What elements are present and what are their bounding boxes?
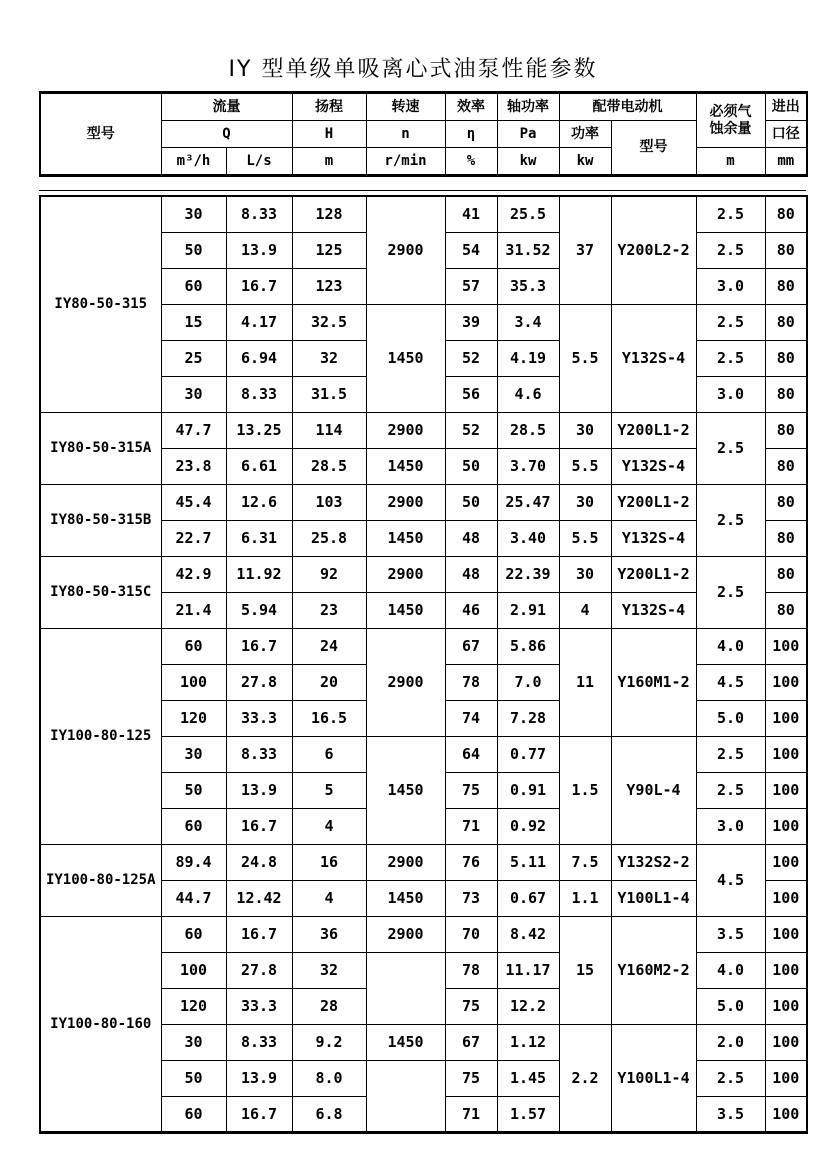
col-header-motor-model: 型号 (611, 121, 696, 176)
cell-flow-ls: 27.8 (226, 664, 292, 700)
section-IY80-50-315B (40, 484, 807, 556)
cell-speed: 2900 (366, 484, 445, 520)
table-row (40, 412, 807, 448)
cell-pump-model: IY80-50-315B (40, 484, 161, 556)
unit-efficiency: % (445, 148, 497, 176)
cell-npsh: 2.5 (696, 232, 765, 268)
cell-flow-m3h: 25 (161, 340, 226, 376)
cell-pump-model: IY100-80-160 (40, 916, 161, 1132)
cell-speed: 2900 (366, 196, 445, 304)
cell-npsh: 2.5 (696, 772, 765, 808)
unit-motor-power: kw (559, 148, 611, 176)
cell-flow-ls: 8.33 (226, 736, 292, 772)
cell-shaft-power: 1.12 (497, 1024, 559, 1060)
cell-shaft-power: 5.11 (497, 844, 559, 880)
cell-motor-model: Y132S-4 (611, 448, 696, 484)
cell-shaft-power: 3.4 (497, 304, 559, 340)
cell-efficiency: 67 (445, 1024, 497, 1060)
cell-flow-ls: 8.33 (226, 1024, 292, 1060)
cell-port-diameter: 80 (765, 340, 807, 376)
table-row (40, 196, 807, 232)
cell-flow-ls: 6.61 (226, 448, 292, 484)
cell-npsh: 5.0 (696, 700, 765, 736)
cell-npsh: 2.5 (696, 412, 765, 484)
cell-shaft-power: 0.67 (497, 880, 559, 916)
table-row (40, 844, 807, 880)
cell-flow-m3h: 30 (161, 736, 226, 772)
cell-efficiency: 57 (445, 268, 497, 304)
cell-efficiency: 56 (445, 376, 497, 412)
cell-port-diameter: 80 (765, 232, 807, 268)
cell-shaft-power: 25.47 (497, 484, 559, 520)
cell-npsh: 4.5 (696, 844, 765, 916)
cell-efficiency: 75 (445, 1060, 497, 1096)
cell-head: 8.0 (292, 1060, 366, 1096)
cell-shaft-power: 3.40 (497, 520, 559, 556)
cell-head: 31.5 (292, 376, 366, 412)
cell-speed: 1450 (366, 520, 445, 556)
cell-flow-ls: 6.31 (226, 520, 292, 556)
cell-efficiency: 39 (445, 304, 497, 340)
table-row (40, 556, 807, 592)
cell-pump-model: IY100-80-125A (40, 844, 161, 916)
cell-flow-ls: 16.7 (226, 808, 292, 844)
cell-motor-power: 30 (559, 556, 611, 592)
col-header-motor-power: 功率 (559, 121, 611, 148)
cell-head: 128 (292, 196, 366, 232)
npsh-label-line2: 蚀余量 (709, 120, 752, 137)
cell-shaft-power: 4.19 (497, 340, 559, 376)
cell-motor-model: Y132S-4 (611, 592, 696, 628)
cell-efficiency: 74 (445, 700, 497, 736)
cell-shaft-power: 5.86 (497, 628, 559, 664)
cell-pump-model: IY100-80-125 (40, 628, 161, 844)
cell-head: 16 (292, 844, 366, 880)
table-row (40, 916, 807, 952)
col-header-ports-2: 口径 (765, 121, 807, 148)
cell-flow-m3h: 45.4 (161, 484, 226, 520)
cell-flow-m3h: 60 (161, 1096, 226, 1132)
cell-npsh: 2.5 (696, 1060, 765, 1096)
cell-flow-ls: 33.3 (226, 700, 292, 736)
cell-shaft-power: 31.52 (497, 232, 559, 268)
cell-head: 125 (292, 232, 366, 268)
cell-head: 28.5 (292, 448, 366, 484)
cell-flow-m3h: 50 (161, 772, 226, 808)
cell-motor-power: 7.5 (559, 844, 611, 880)
cell-shaft-power: 7.0 (497, 664, 559, 700)
cell-pump-model: IY80-50-315C (40, 556, 161, 628)
cell-npsh: 2.5 (696, 340, 765, 376)
cell-flow-ls: 13.9 (226, 232, 292, 268)
cell-port-diameter: 100 (765, 988, 807, 1024)
col-header-head-symbol: H (292, 121, 366, 148)
unit-flow-m3h: m³/h (161, 148, 226, 176)
cell-head: 123 (292, 268, 366, 304)
cell-speed: 1450 (366, 736, 445, 844)
cell-efficiency: 67 (445, 628, 497, 664)
cell-port-diameter: 100 (765, 1096, 807, 1132)
cell-port-diameter: 80 (765, 196, 807, 232)
cell-npsh: 4.5 (696, 664, 765, 700)
cell-flow-m3h: 100 (161, 952, 226, 988)
header-body-divider (39, 190, 806, 191)
cell-npsh: 3.0 (696, 376, 765, 412)
cell-flow-ls: 6.94 (226, 340, 292, 376)
cell-npsh: 5.0 (696, 988, 765, 1024)
cell-motor-power: 4 (559, 592, 611, 628)
cell-npsh: 2.5 (696, 556, 765, 628)
cell-port-diameter: 100 (765, 916, 807, 952)
col-header-speed-symbol: n (366, 121, 445, 148)
col-header-efficiency: 效率 (445, 93, 497, 121)
cell-shaft-power: 2.91 (497, 592, 559, 628)
cell-flow-ls: 12.6 (226, 484, 292, 520)
cell-npsh: 3.0 (696, 268, 765, 304)
cell-shaft-power: 0.77 (497, 736, 559, 772)
cell-head: 114 (292, 412, 366, 448)
cell-flow-ls: 4.17 (226, 304, 292, 340)
cell-speed: 2900 (366, 556, 445, 592)
cell-motor-power: 1.1 (559, 880, 611, 916)
cell-speed: 2900 (366, 844, 445, 880)
cell-head: 4 (292, 880, 366, 916)
header-row-1 (40, 93, 807, 121)
cell-port-diameter: 80 (765, 376, 807, 412)
cell-head: 28 (292, 988, 366, 1024)
cell-flow-m3h: 22.7 (161, 520, 226, 556)
cell-npsh: 3.5 (696, 916, 765, 952)
cell-flow-ls: 13.9 (226, 772, 292, 808)
cell-head: 20 (292, 664, 366, 700)
cell-head: 36 (292, 916, 366, 952)
cell-pump-model: IY80-50-315A (40, 412, 161, 484)
cell-efficiency: 48 (445, 556, 497, 592)
cell-flow-ls: 8.33 (226, 376, 292, 412)
cell-speed: 1450 (366, 592, 445, 628)
cell-flow-ls: 5.94 (226, 592, 292, 628)
cell-flow-ls: 27.8 (226, 952, 292, 988)
cell-port-diameter: 80 (765, 592, 807, 628)
cell-motor-model: Y90L-4 (611, 736, 696, 844)
cell-motor-model: Y132S-4 (611, 520, 696, 556)
cell-port-diameter: 100 (765, 1060, 807, 1096)
cell-head: 6 (292, 736, 366, 772)
cell-port-diameter: 100 (765, 880, 807, 916)
section-IY80-50-315A (40, 412, 807, 484)
cell-speed-blank (366, 1060, 445, 1132)
cell-motor-model: Y100L1-4 (611, 880, 696, 916)
cell-efficiency: 78 (445, 952, 497, 988)
cell-efficiency: 52 (445, 412, 497, 448)
cell-flow-m3h: 44.7 (161, 880, 226, 916)
cell-speed: 1450 (366, 1024, 445, 1060)
cell-npsh: 2.0 (696, 1024, 765, 1060)
cell-flow-m3h: 100 (161, 664, 226, 700)
cell-flow-ls: 13.9 (226, 1060, 292, 1096)
cell-port-diameter: 100 (765, 700, 807, 736)
cell-flow-ls: 8.33 (226, 196, 292, 232)
cell-motor-power: 30 (559, 484, 611, 520)
cell-flow-m3h: 60 (161, 808, 226, 844)
cell-port-diameter: 80 (765, 556, 807, 592)
cell-port-diameter: 80 (765, 412, 807, 448)
cell-flow-m3h: 50 (161, 1060, 226, 1096)
cell-flow-m3h: 23.8 (161, 448, 226, 484)
cell-flow-ls: 16.7 (226, 1096, 292, 1132)
cell-flow-m3h: 60 (161, 628, 226, 664)
cell-flow-ls: 33.3 (226, 988, 292, 1024)
cell-motor-model: Y132S-4 (611, 304, 696, 412)
cell-shaft-power: 1.57 (497, 1096, 559, 1132)
cell-head: 25.8 (292, 520, 366, 556)
cell-efficiency: 46 (445, 592, 497, 628)
cell-port-diameter: 80 (765, 304, 807, 340)
cell-npsh: 4.0 (696, 952, 765, 988)
cell-shaft-power: 1.45 (497, 1060, 559, 1096)
cell-efficiency: 75 (445, 988, 497, 1024)
cell-flow-m3h: 30 (161, 376, 226, 412)
cell-npsh: 2.5 (696, 304, 765, 340)
cell-speed: 1450 (366, 448, 445, 484)
cell-port-diameter: 100 (765, 952, 807, 988)
cell-speed: 2900 (366, 412, 445, 448)
cell-head: 32 (292, 952, 366, 988)
npsh-label-line1: 必须气 (709, 104, 752, 121)
cell-port-diameter: 100 (765, 808, 807, 844)
cell-port-diameter: 80 (765, 520, 807, 556)
cell-flow-m3h: 89.4 (161, 844, 226, 880)
cell-efficiency: 41 (445, 196, 497, 232)
cell-flow-ls: 13.25 (226, 412, 292, 448)
cell-npsh: 3.5 (696, 1096, 765, 1132)
cell-head: 32 (292, 340, 366, 376)
cell-motor-power: 37 (559, 196, 611, 304)
cell-head: 24 (292, 628, 366, 664)
cell-head: 103 (292, 484, 366, 520)
cell-motor-power: 11 (559, 628, 611, 736)
cell-flow-m3h: 42.9 (161, 556, 226, 592)
cell-motor-model: Y200L1-2 (611, 484, 696, 520)
cell-flow-ls: 16.7 (226, 268, 292, 304)
cell-speed: 2900 (366, 628, 445, 736)
section-IY80-50-315C (40, 556, 807, 628)
cell-shaft-power: 0.92 (497, 808, 559, 844)
cell-flow-m3h: 60 (161, 268, 226, 304)
pump-parameters-table (39, 91, 806, 1134)
col-header-speed: 转速 (366, 93, 445, 121)
col-header-shaft-power-symbol: Pa (497, 121, 559, 148)
cell-head: 32.5 (292, 304, 366, 340)
cell-port-diameter: 100 (765, 844, 807, 880)
cell-flow-m3h: 120 (161, 988, 226, 1024)
cell-port-diameter: 80 (765, 484, 807, 520)
cell-port-diameter: 80 (765, 268, 807, 304)
cell-efficiency: 50 (445, 448, 497, 484)
cell-motor-model: Y160M2-2 (611, 916, 696, 1024)
cell-efficiency: 52 (445, 340, 497, 376)
cell-flow-ls: 16.7 (226, 628, 292, 664)
cell-flow-m3h: 47.7 (161, 412, 226, 448)
cell-speed: 2900 (366, 916, 445, 952)
cell-npsh: 2.5 (696, 736, 765, 772)
cell-head: 92 (292, 556, 366, 592)
col-header-efficiency-symbol: η (445, 121, 497, 148)
cell-port-diameter: 100 (765, 1024, 807, 1060)
cell-head: 4 (292, 808, 366, 844)
cell-shaft-power: 35.3 (497, 268, 559, 304)
cell-efficiency: 70 (445, 916, 497, 952)
col-header-flow-symbol: Q (161, 121, 292, 148)
col-header-shaft-power: 轴功率 (497, 93, 559, 121)
unit-ports: mm (765, 148, 807, 176)
col-header-ports: 进出 (765, 93, 807, 121)
unit-head: m (292, 148, 366, 176)
cell-flow-ls: 11.92 (226, 556, 292, 592)
cell-flow-m3h: 50 (161, 232, 226, 268)
cell-efficiency: 78 (445, 664, 497, 700)
unit-speed: r/min (366, 148, 445, 176)
cell-motor-power: 30 (559, 412, 611, 448)
cell-shaft-power: 12.2 (497, 988, 559, 1024)
cell-efficiency: 76 (445, 844, 497, 880)
cell-npsh: 2.5 (696, 196, 765, 232)
unit-npsh: m (696, 148, 765, 176)
cell-motor-model: Y100L1-4 (611, 1024, 696, 1132)
cell-flow-ls: 16.7 (226, 916, 292, 952)
cell-efficiency: 64 (445, 736, 497, 772)
cell-motor-power: 5.5 (559, 448, 611, 484)
cell-flow-ls: 24.8 (226, 844, 292, 880)
section-IY100-80-125 (40, 628, 807, 844)
cell-efficiency: 71 (445, 1096, 497, 1132)
cell-efficiency: 75 (445, 772, 497, 808)
cell-motor-power: 1.5 (559, 736, 611, 844)
col-header-flow: 流量 (161, 93, 292, 121)
cell-motor-model: Y200L1-2 (611, 412, 696, 448)
table-row (40, 628, 807, 664)
cell-port-diameter: 100 (765, 772, 807, 808)
cell-port-diameter: 100 (765, 664, 807, 700)
cell-port-diameter: 100 (765, 628, 807, 664)
section-IY80-50-315 (40, 196, 807, 412)
cell-shaft-power: 0.91 (497, 772, 559, 808)
cell-npsh: 2.5 (696, 484, 765, 556)
cell-shaft-power: 4.6 (497, 376, 559, 412)
cell-npsh: 3.0 (696, 808, 765, 844)
cell-shaft-power: 3.70 (497, 448, 559, 484)
cell-motor-model: Y200L2-2 (611, 196, 696, 304)
cell-head: 6.8 (292, 1096, 366, 1132)
cell-efficiency: 54 (445, 232, 497, 268)
col-header-model: 型号 (40, 93, 161, 176)
col-header-motor-group: 配带电动机 (559, 93, 696, 121)
cell-efficiency: 50 (445, 484, 497, 520)
cell-motor-model: Y200L1-2 (611, 556, 696, 592)
cell-head: 9.2 (292, 1024, 366, 1060)
cell-shaft-power: 7.28 (497, 700, 559, 736)
cell-shaft-power: 25.5 (497, 196, 559, 232)
cell-flow-m3h: 120 (161, 700, 226, 736)
table-row (40, 484, 807, 520)
cell-port-diameter: 80 (765, 448, 807, 484)
cell-head: 5 (292, 772, 366, 808)
cell-shaft-power: 22.39 (497, 556, 559, 592)
cell-shaft-power: 8.42 (497, 916, 559, 952)
cell-shaft-power: 11.17 (497, 952, 559, 988)
cell-head: 23 (292, 592, 366, 628)
cell-motor-model: Y160M1-2 (611, 628, 696, 736)
cell-motor-model: Y132S2-2 (611, 844, 696, 880)
cell-flow-m3h: 30 (161, 1024, 226, 1060)
cell-motor-power: 5.5 (559, 304, 611, 412)
cell-motor-power: 15 (559, 916, 611, 1024)
cell-speed: 1450 (366, 304, 445, 412)
unit-flow-ls: L/s (226, 148, 292, 176)
cell-motor-power: 5.5 (559, 520, 611, 556)
cell-flow-m3h: 60 (161, 916, 226, 952)
col-header-npsh (696, 93, 765, 148)
cell-motor-power: 2.2 (559, 1024, 611, 1132)
cell-efficiency: 73 (445, 880, 497, 916)
cell-npsh: 4.0 (696, 628, 765, 664)
section-IY100-80-160 (40, 916, 807, 1132)
col-header-head: 扬程 (292, 93, 366, 121)
section-IY100-80-125A (40, 844, 807, 916)
cell-port-diameter: 100 (765, 736, 807, 772)
cell-flow-m3h: 15 (161, 304, 226, 340)
table-header (39, 91, 808, 177)
cell-shaft-power: 28.5 (497, 412, 559, 448)
cell-flow-m3h: 30 (161, 196, 226, 232)
page-title: IY 型单级单吸离心式油泵性能参数 (228, 57, 598, 82)
unit-shaft-power: kw (497, 148, 559, 176)
cell-efficiency: 71 (445, 808, 497, 844)
cell-flow-m3h: 21.4 (161, 592, 226, 628)
cell-speed-blank (366, 952, 445, 1024)
cell-flow-ls: 12.42 (226, 880, 292, 916)
parameters-table-body (39, 195, 808, 1134)
cell-head: 16.5 (292, 700, 366, 736)
cell-pump-model: IY80-50-315 (40, 196, 161, 412)
cell-efficiency: 48 (445, 520, 497, 556)
cell-speed: 1450 (366, 880, 445, 916)
